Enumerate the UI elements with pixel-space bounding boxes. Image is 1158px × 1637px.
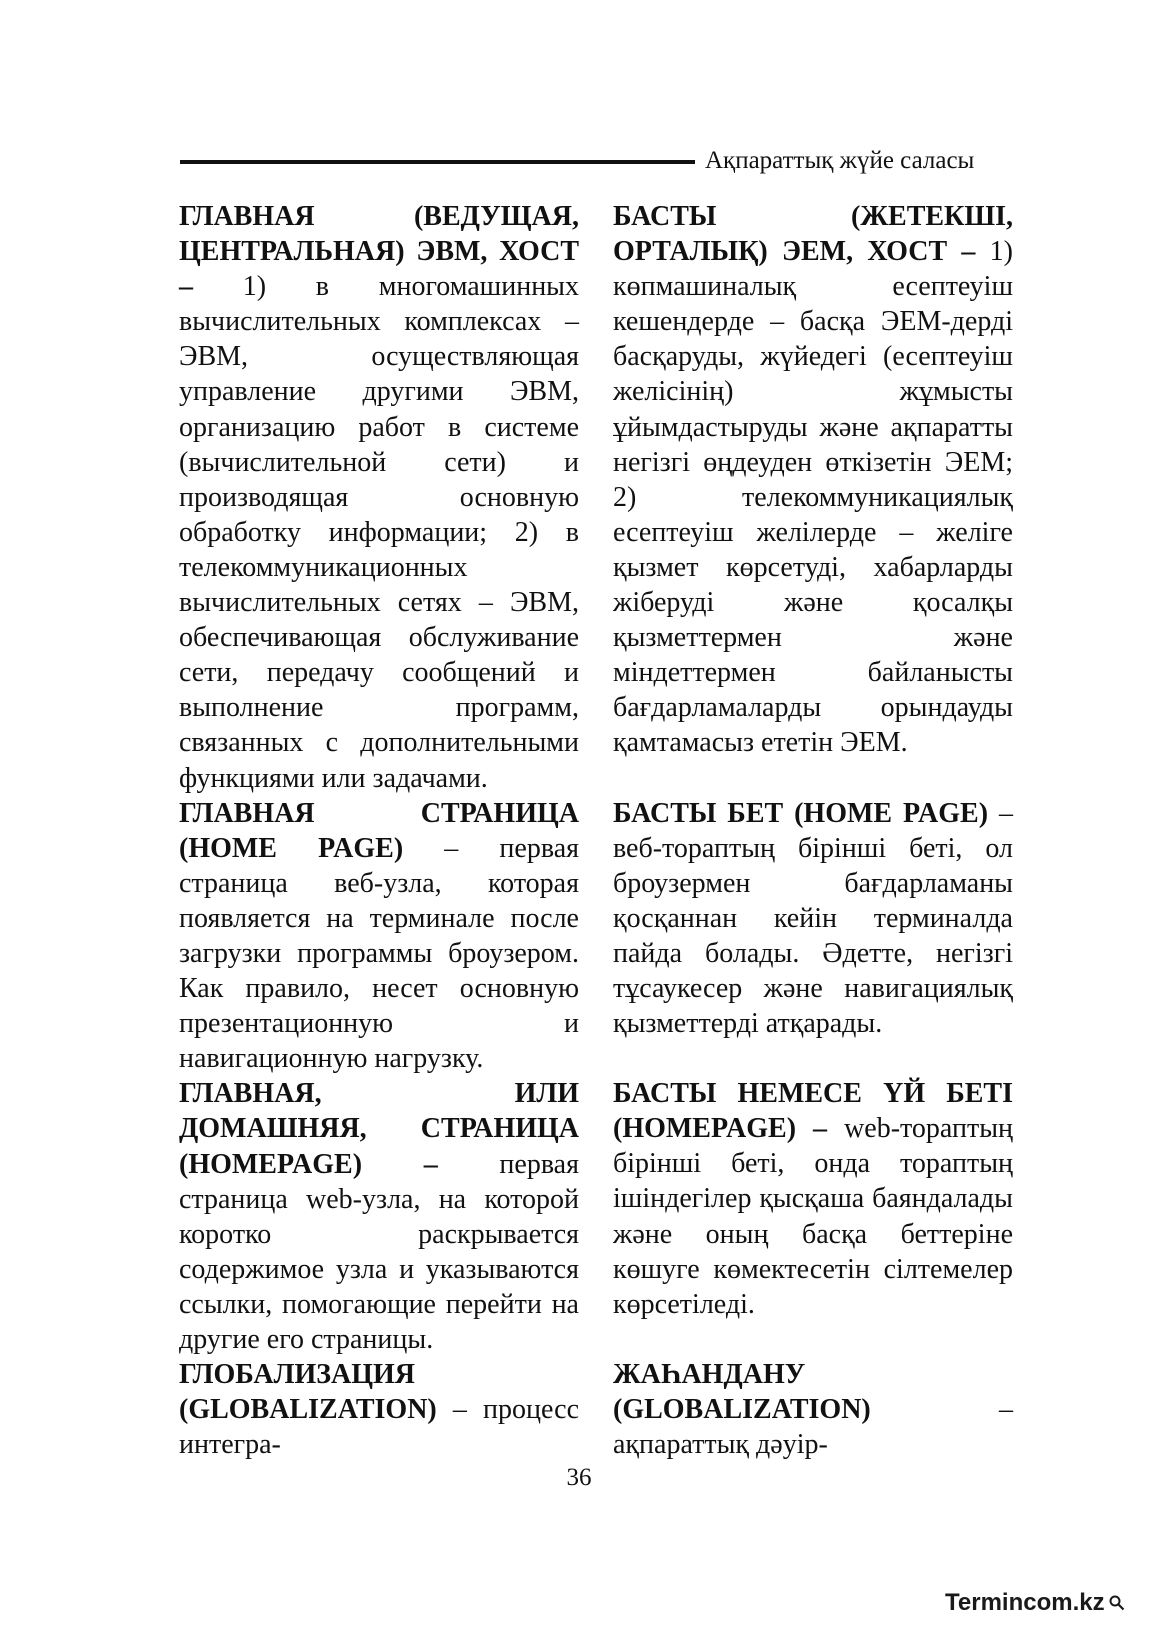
- entry-definition: первая страница web-узла, на которой коротко раскрывается содержимое узла и указываются ссылки, помогающие перейти на другие его страницы.: [179, 1148, 579, 1355]
- entry-term: БАСТЫ (ЖЕТЕКШІ, ОРТАЛЫҚ) ЭЕМ, ХОСТ –: [613, 201, 1013, 268]
- entry-definition: – процесс интегра-: [179, 1394, 579, 1461]
- glossary-entry: [179, 1357, 579, 1462]
- right-column-kazakh: [613, 199, 1013, 1462]
- glossary-entry: [179, 1076, 579, 1357]
- glossary-entry: [613, 1357, 1013, 1462]
- entry-term: ГЛАВНАЯ СТРАНИЦА (HOME PAGE): [179, 797, 579, 864]
- entry-definition: web-тораптың бірінші беті, онда тораптың ішіндегілер қысқаша баяндалады және оның басқа беттеріне көшуге көмектесетін сілтемелер көрсетіледі.: [613, 1113, 1013, 1320]
- entry-definition: – ақпараттық дәуір-: [613, 1393, 1013, 1460]
- left-column-russian: [179, 199, 579, 1462]
- glossary-entry: [613, 199, 1013, 761]
- entry-definition: 1) в многомашинных вычислительных комплексах – ЭВМ, осуществляющая управление другими ЭВМ, организацию работ в системе (вычислительной сети) и производящая основную обработку информации; 2) в телекоммуникационных вычислительных сетях – ЭВМ, обеспечивающая обслуживание сети, передачу сообщений и выполнение программ, связанных с дополнительными функциями или задачами.: [179, 271, 579, 794]
- site-watermark: [945, 1589, 1125, 1617]
- entry-definition: 1) көпмашиналық есептеуіш кешендерде – басқа ЭЕМ-дерді басқаруды, жүйедегі (есептеуіш желісінің) жұмысты ұйымдастыруды және ақпаратты негізгі өңдеуден өткізетін ЭЕМ; 2) телекоммуникациялық есептеуіш желілерде – желіге қызмет көрсетуді, хабарларды жіберуді және қосалқы қызметтермен және міндеттермен байланысты бағдарламаларды орындауды қамтамасыз ететін ЭЕМ.: [613, 236, 1013, 759]
- entry-term: БАСТЫ НЕМЕСЕ ҮЙ БЕТІ (HOMEPAGE) –: [613, 1078, 1013, 1145]
- magnifier-icon: [1109, 1595, 1125, 1611]
- entry-term: ГЛАВНАЯ (ВЕДУЩАЯ, ЦЕНТРАЛЬНАЯ) ЭВМ, ХОСТ –: [179, 201, 579, 303]
- entry-definition: – первая страница веб-узла, которая появляется на терминале после загрузки программы броузером. Как правило, несет основную презентационную и навигационную нагрузку.: [179, 832, 579, 1075]
- header-rule: [180, 160, 695, 164]
- glossary-entry: [613, 796, 1013, 1042]
- running-header-title: Ақпараттық жүйе саласы: [705, 147, 975, 174]
- entry-term: ЖАҺАНДАНУ (GLOBALIZATION): [613, 1358, 871, 1425]
- page-number: 36: [566, 1464, 592, 1491]
- glossary-entry: [613, 1076, 1013, 1322]
- glossary-entry: [179, 199, 579, 796]
- entry-definition: – веб-тораптың бірінші беті, ол броузермен бағдарламаны қосқаннан кейін терминалда пайда болады. Әдетте, негізгі тұсаукесер және навигациялық қызметтерді атқарады.: [613, 797, 1014, 1040]
- entry-term: БАСТЫ БЕТ (HOME PAGE): [613, 797, 989, 829]
- entry-term: ГЛОБАЛИЗАЦИЯ (GLOBALIZATION): [179, 1359, 437, 1426]
- glossary-entry: [179, 796, 579, 1077]
- watermark-text: Termincom.kz: [945, 1589, 1105, 1616]
- entry-term: ГЛАВНАЯ, ИЛИ ДОМАШНЯЯ, СТРАНИЦА (HOMEPAGE) –: [179, 1078, 579, 1180]
